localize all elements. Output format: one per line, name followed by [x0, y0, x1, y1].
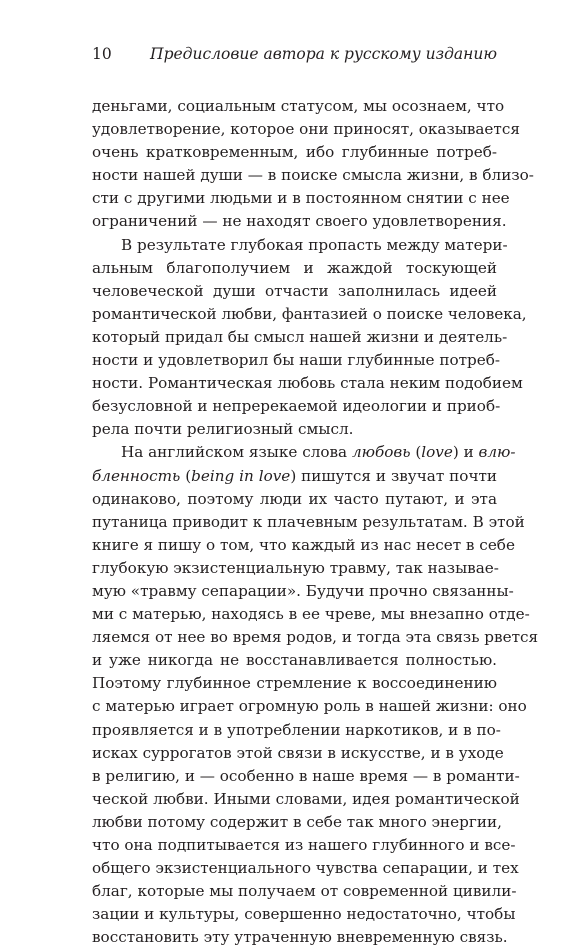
text-segment: книге я пишу о том, что каждый из нас несет в себе	[92, 535, 515, 554]
text-line	[92, 580, 514, 603]
text-line	[92, 210, 507, 233]
text-segment: восстановить эту утраченную вневременную связь.	[92, 928, 508, 947]
text-segment: исках суррогатов этой связи в искусстве, и в уходе	[92, 743, 504, 762]
text-line	[92, 626, 539, 649]
text-segment: (	[410, 443, 422, 462]
text-segment: романтической любви, фантазией о поиске человека,	[92, 304, 527, 323]
text-line	[92, 926, 508, 949]
page-header	[92, 43, 497, 65]
running-head: Предисловие автора к русскому изданию	[150, 45, 497, 63]
text-line	[92, 834, 516, 857]
text-line	[92, 257, 497, 280]
italic-term: бленность	[92, 466, 181, 485]
text-line	[92, 141, 497, 164]
text-line	[92, 695, 527, 718]
text-line	[92, 788, 520, 811]
text-line	[92, 488, 497, 511]
text-segment: ности и удовлетворил бы наши глубинные потреб-	[92, 351, 501, 370]
text-segment: ограничений — не находят своего удовлетворения.	[92, 212, 507, 231]
text-line	[92, 857, 519, 880]
text-line	[92, 719, 501, 742]
text-segment: зации и культуры, совершенно недостаточно, чтобы	[92, 905, 516, 924]
text-segment: (	[180, 466, 192, 485]
text-segment: ности нашей души — в поиске смысла жизни, в близо-	[92, 166, 534, 185]
text-line	[92, 672, 497, 695]
text-line	[92, 118, 520, 141]
text-line	[92, 557, 497, 580]
text-segment: который придал бы смысл нашей жизни и деятель-	[92, 327, 508, 346]
text-line	[92, 326, 508, 349]
text-segment: человеческой души отчасти заполнилась идеей	[92, 281, 497, 300]
text-line	[92, 95, 505, 118]
text-segment: общего экзистенциального чувства сепарации, и тех	[92, 859, 519, 878]
text-segment: ) пишутся и звучат почти	[290, 466, 498, 485]
text-segment: удовлетворение, которое они приносят, оказывается	[92, 120, 520, 139]
text-line	[92, 418, 497, 441]
italic-term: love	[421, 443, 453, 462]
text-line	[92, 465, 497, 488]
text-segment: глубокую экзистенциальную травму, так называе-	[92, 558, 499, 577]
text-segment: очень кратковременным, ибо глубинные потреб-	[92, 143, 497, 162]
text-line	[92, 880, 517, 903]
text-segment: ляемся от нее во время родов, и тогда эта связь рвется	[92, 628, 539, 647]
text-segment: благ, которые мы получаем от современной цивили-	[92, 882, 517, 901]
text-segment: сти с другими людьми и в постоянном снятии с нее	[92, 189, 510, 208]
text-segment: ческой любви. Иными словами, идея романтической	[92, 789, 520, 808]
text-line	[92, 280, 497, 303]
paragraph-first-line	[92, 234, 508, 257]
text-line	[92, 303, 527, 326]
italic-term: влю-	[478, 443, 516, 462]
italic-term: being in love	[191, 466, 291, 485]
text-segment: с матерью играет огромную роль в нашей жизни: оно	[92, 697, 527, 716]
text-segment: ности. Романтическая любовь стала неким подобием	[92, 374, 523, 393]
text-segment: деньгами, социальным статусом, мы осознаем, что	[92, 97, 505, 115]
text-line	[92, 534, 515, 557]
text-segment: альным благополучием и жаждой тоскующей	[92, 258, 497, 277]
text-line	[92, 164, 534, 187]
text-line	[92, 742, 504, 765]
text-segment: путаница приводит к плачевным результатам. В этой	[92, 512, 525, 531]
paragraph-first-line	[92, 441, 516, 464]
text-segment: в религию, и — особенно в наше время — в романти-	[92, 766, 520, 785]
text-segment: и уже никогда не восстанавливается полностью.	[92, 651, 497, 670]
text-line	[92, 649, 497, 672]
text-line	[92, 372, 523, 395]
text-line	[92, 511, 525, 534]
page-number: 10	[92, 45, 112, 63]
text-line	[92, 811, 502, 834]
text-segment: ми с матерью, находясь в ее чреве, мы внезапно отде-	[92, 605, 530, 624]
text-segment: На английском языке слова	[121, 443, 352, 462]
italic-term: любовь	[351, 443, 411, 462]
text-line	[92, 349, 501, 372]
text-segment: В результате глубокая пропасть между матери-	[121, 235, 508, 254]
text-segment: проявляется и в употреблении наркотиков, и в по-	[92, 720, 501, 739]
body-text	[92, 95, 539, 949]
text-segment: Поэтому глубинное стремление к воссоединению	[92, 674, 497, 693]
text-line	[92, 395, 501, 418]
text-segment: рела почти религиозный смысл.	[92, 420, 354, 439]
text-segment: ) и	[452, 443, 479, 462]
text-line	[92, 187, 510, 210]
text-line	[92, 903, 516, 926]
text-segment: что она подпитывается из нашего глубинного и все-	[92, 836, 516, 854]
text-segment: одинаково, поэтому люди их часто путают, и эта	[92, 489, 497, 508]
text-line	[92, 765, 520, 788]
text-line	[92, 603, 530, 626]
text-segment: любви потому содержит в себе так много энергии,	[92, 812, 502, 831]
text-segment: безусловной и непререкаемой идеологии и приоб-	[92, 397, 501, 416]
text-segment: мую «травму сепарации». Будучи прочно связанны-	[92, 581, 514, 600]
